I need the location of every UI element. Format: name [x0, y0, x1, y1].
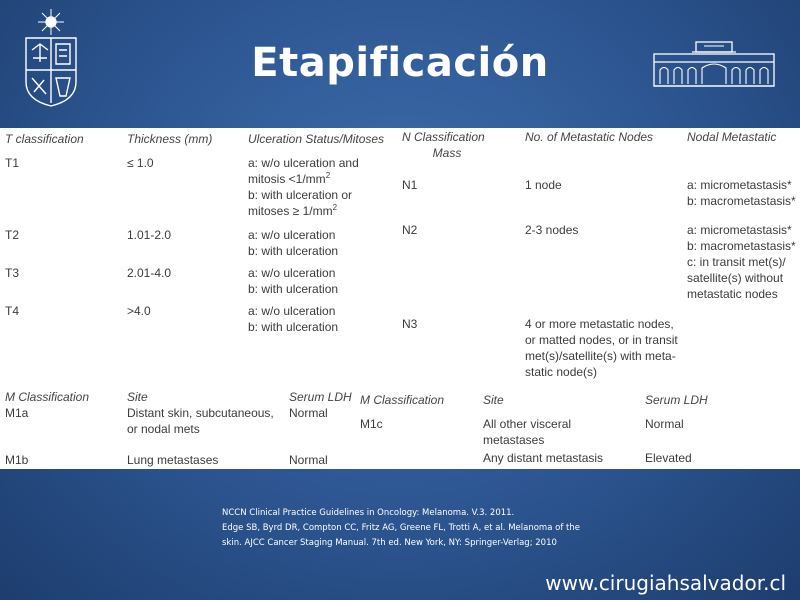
table-cell: static node(s): [525, 365, 598, 379]
table-cell: T3: [5, 266, 20, 280]
t-header-classification: T classification: [5, 132, 84, 146]
table-cell: 1.01-2.0: [127, 228, 172, 242]
table-cell: b: with ulceration: [248, 320, 339, 334]
table-cell: N3: [402, 317, 418, 331]
m-right-header-ldh: Serum LDH: [645, 393, 708, 407]
reference-line: skin. AJCC Cancer Staging Manual. 7th ed. New York, NY: Springer-Verlag; 2010: [222, 538, 557, 548]
table-cell: b: with ulceration: [248, 282, 339, 296]
table-cell: metastases: [483, 433, 545, 447]
table-cell: mitosis $<1/mm^2$: [248, 171, 331, 186]
m-left-header-ldh: Serum LDH: [289, 390, 352, 404]
t-header-thickness: Thickness (mm): [127, 132, 213, 146]
reference-line: NCCN Clinical Practice Guidelines in Oncology: Melanoma. V.3. 2011.: [222, 508, 515, 518]
t-header-ulceration: Ulceration Status/Mitoses: [248, 132, 385, 146]
table-cell: satellite(s) without: [687, 271, 784, 285]
m-right-header-classification: M Classification: [360, 393, 445, 407]
table-cell: or nodal mets: [127, 422, 200, 436]
table-cell: b: with ulceration: [248, 244, 339, 258]
n-header-nodes: No. of Metastatic Nodes: [525, 130, 654, 144]
table-cell: ≤ 1.0: [127, 156, 154, 170]
website-url: www.cirugiahsalvador.cl: [545, 571, 786, 595]
reference-line: Edge SB, Byrd DR, Compton CC, Fritz AG, Greene FL, Trotti A, et al. Melanoma of the: [222, 523, 580, 533]
table-cell: a: w/o ulceration: [248, 304, 336, 318]
table-cell: 1 node: [525, 178, 562, 192]
table-cell: b: macrometastasis*: [687, 194, 796, 208]
table-cell: Lung metastases: [127, 453, 219, 467]
references: [222, 506, 580, 551]
table-cell: T1: [5, 156, 20, 170]
table-cell: All other visceral: [483, 417, 572, 431]
table-cell: T2: [5, 228, 20, 242]
table-cell: N2: [402, 223, 418, 237]
table-cell: >4.0: [127, 304, 151, 318]
table-cell: metastatic nodes: [687, 287, 778, 301]
staging-table: [0, 128, 800, 469]
n-header-nodal: Nodal Metastatic: [687, 130, 777, 144]
table-cell: Normal: [289, 453, 328, 467]
m-left-header-site: Site: [127, 390, 148, 404]
table-cell: M1c: [360, 417, 383, 431]
table-cell: 2.01-4.0: [127, 266, 172, 280]
n-header-classification: N Classification: [402, 130, 485, 144]
table-cell: met(s)/satellite(s) with meta-: [525, 349, 676, 363]
m-left-header-classification: M Classification: [5, 390, 90, 404]
table-cell: Any distant metastasis: [483, 451, 604, 465]
table-cell: c: in transit met(s)/: [687, 255, 786, 269]
table-cell: or matted nodes, or in transit: [525, 333, 678, 347]
table-cell: Elevated: [645, 451, 692, 465]
table-cell: T4: [5, 304, 20, 318]
table-cell: a: w/o ulceration: [248, 266, 336, 280]
table-cell: M1b: [5, 453, 29, 467]
table-cell: Distant skin, subcutaneous,: [127, 406, 274, 420]
table-cell: b: macrometastasis*: [687, 239, 796, 253]
slide-title: Etapificación: [251, 40, 549, 86]
table-cell: a: micrometastasis*: [687, 223, 792, 237]
table-cell: Normal: [289, 406, 328, 420]
m-right-header-site: Site: [483, 393, 504, 407]
table-cell: 4 or more metastatic nodes,: [525, 317, 674, 331]
table-cell: N1: [402, 178, 418, 192]
table-cell: M1a: [5, 406, 29, 420]
table-cell: Normal: [645, 417, 684, 431]
table-cell: 2-3 nodes: [525, 223, 579, 237]
table-cell: b: with ulceration or: [248, 188, 353, 202]
table-cell: a: w/o ulceration and: [248, 156, 359, 170]
table-cell: a: w/o ulceration: [248, 228, 336, 242]
n-header-mass: Mass: [432, 146, 462, 160]
table-cell: mitoses ≥ $1/mm^2$: [248, 203, 338, 218]
table-cell: a: micrometastasis*: [687, 178, 792, 192]
